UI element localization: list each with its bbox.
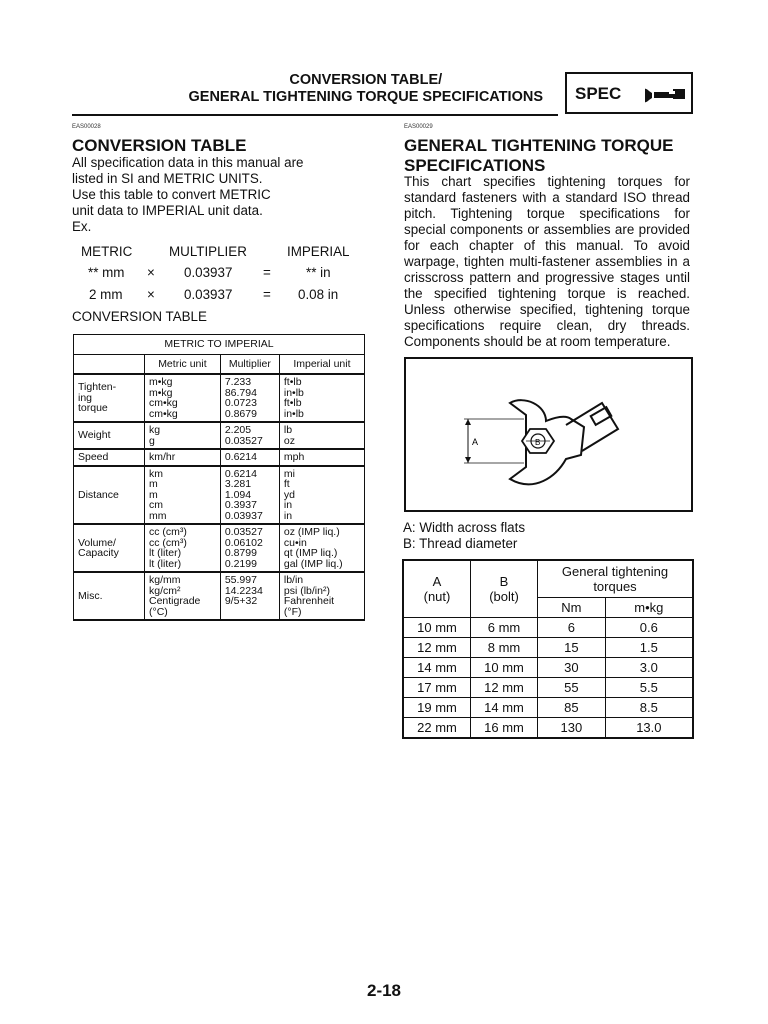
header-rule: [72, 114, 558, 116]
conversion-value: cm: [149, 499, 163, 511]
conversion-value: lb/in: [283, 574, 304, 586]
conversion-value: in: [283, 509, 293, 522]
torque-cell: 13.0: [605, 718, 693, 739]
intro-line: Ex.: [72, 219, 92, 234]
conversion-value: cc (cm³): [149, 526, 187, 538]
conversion-table: [73, 334, 365, 621]
conversion-cell: [145, 374, 221, 422]
category-cell: [74, 449, 145, 466]
category-cell: [74, 422, 145, 449]
conversion-value: mi: [283, 467, 295, 480]
category-line: Misc.: [78, 589, 103, 602]
torque-cell: 16 mm: [471, 718, 538, 739]
torque-cell: 5.5: [605, 678, 693, 698]
intro-line: Use this table to convert METRIC: [72, 187, 271, 202]
legend-item: A: Width across flats: [403, 520, 526, 535]
conversion-value: cm•kg: [149, 397, 178, 409]
conversion-value: in: [283, 499, 293, 511]
example-cell: 2 mm: [89, 287, 123, 302]
torque-row: [403, 698, 693, 718]
torque-header-a: [403, 560, 471, 618]
page-number: 2-18: [366, 981, 402, 1000]
conversion-value: kg: [149, 424, 161, 436]
torque-cell: 8 mm: [471, 638, 538, 658]
conversion-group-row: [74, 466, 365, 525]
spec-label: SPEC: [575, 84, 622, 103]
intro-line: unit data to IMPERIAL unit data.: [72, 203, 263, 218]
conversion-cell: [220, 466, 279, 525]
conversion-value: 0.03937: [224, 509, 263, 522]
torque-cell: 15: [538, 638, 606, 658]
torque-cell: 14 mm: [471, 698, 538, 718]
conversion-value: 7.233: [224, 376, 252, 388]
heading-line: SPECIFICATIONS: [404, 156, 546, 175]
torque-cell: 19 mm: [403, 698, 471, 718]
conversion-value: 14.2234: [224, 584, 263, 597]
conversion-group-row: [74, 524, 365, 572]
intro-line: All specification data in this manual are: [72, 155, 304, 170]
example-cell: =: [263, 265, 271, 280]
label-a: A: [472, 437, 479, 447]
conversion-value: kg/mm: [149, 574, 181, 586]
header-title-line2: GENERAL TIGHTENING TORQUE SPECIFICATIONS: [188, 89, 543, 105]
example-header: MULTIPLIER: [169, 244, 247, 259]
conversion-cell: [220, 449, 279, 466]
conversion-cell: [220, 524, 279, 572]
conversion-value: m•kg: [149, 386, 173, 399]
intro-text: [72, 155, 362, 235]
conversion-value: ft: [283, 478, 290, 490]
example-cell: 0.08 in: [298, 287, 339, 302]
conversion-value: Fahrenheit: [283, 595, 335, 607]
conversion-cell: [145, 572, 221, 620]
category-line: Weight: [78, 429, 111, 442]
conversion-value: m: [149, 488, 158, 501]
torque-cell: 12 mm: [403, 638, 471, 658]
torque-cell: 10 mm: [403, 618, 471, 638]
torque-cell: 6 mm: [471, 618, 538, 638]
conversion-cell: [220, 572, 279, 620]
conversion-value: gal (IMP liq.): [283, 557, 343, 570]
torque-header-b: [471, 560, 538, 618]
category-line: Volume/: [78, 536, 116, 549]
conversion-value: ft•lb: [283, 397, 302, 409]
conversion-cell: [145, 422, 221, 449]
conversion-value: 9/5+32: [224, 595, 258, 607]
conversion-value: yd: [283, 488, 295, 501]
section-heading: CONVERSION TABLE: [72, 136, 247, 155]
section-heading: [404, 136, 674, 176]
category-line: Tighten-: [78, 381, 117, 394]
conversion-value: 0.06102: [224, 536, 263, 549]
torque-cell: 130: [538, 718, 606, 739]
conversion-value: 1.094: [224, 488, 252, 501]
conversion-value: 0.8679: [224, 407, 257, 420]
legend-item: B: Thread diameter: [403, 536, 518, 551]
table-header-cell: [74, 354, 145, 374]
wrench-figure: [404, 357, 693, 512]
conversion-value: g: [149, 434, 155, 447]
spec-badge: [565, 72, 693, 114]
torque-cell: 30: [538, 658, 606, 678]
torque-table: [402, 559, 694, 739]
torque-cell: 14 mm: [403, 658, 471, 678]
conversion-cell: [279, 374, 364, 422]
example-header: METRIC: [81, 244, 133, 259]
example-cell: ×: [147, 287, 155, 302]
conversion-cell: [145, 524, 221, 572]
example-header: IMPERIAL: [287, 244, 350, 259]
conversion-value: lt (liter): [149, 557, 182, 570]
conversion-cell: [220, 374, 279, 422]
torque-cell: 8.5: [605, 698, 693, 718]
conversion-value: 0.8799: [224, 547, 257, 559]
page-header-title: [189, 72, 543, 106]
torque-cell: 85: [538, 698, 606, 718]
wrench-icon: [645, 82, 689, 108]
conversion-value: 0.0723: [224, 397, 257, 409]
intro-line: listed in SI and METRIC UNITS.: [72, 171, 263, 186]
conversion-value: psi (lb/in²): [283, 584, 330, 597]
conversion-value: 86.794: [224, 386, 257, 399]
table-header-cell: Multiplier: [220, 354, 279, 374]
torque-cell: 55: [538, 678, 606, 698]
conversion-value: m: [149, 478, 158, 490]
unit-header: m•kg: [605, 598, 693, 618]
category-line: Capacity: [78, 547, 119, 559]
header-text: (nut): [423, 589, 451, 604]
conversion-value: 0.2199: [224, 557, 257, 570]
category-cell: [74, 572, 145, 620]
conversion-cell: [145, 449, 221, 466]
table-caption: CONVERSION TABLE: [72, 309, 207, 324]
category-line: Speed: [78, 451, 109, 463]
torque-cell: 17 mm: [403, 678, 471, 698]
example-cell: 0.03937: [184, 287, 233, 302]
torque-cell: 3.0: [605, 658, 693, 678]
torque-row: [403, 658, 693, 678]
conversion-value: lt (liter): [149, 547, 182, 559]
conversion-cell: [279, 466, 364, 525]
conversion-value: ft•lb: [283, 376, 302, 388]
conversion-value: oz (IMP liq.): [283, 526, 340, 538]
wrench-diagram: [406, 359, 691, 510]
category-cell: [74, 524, 145, 572]
conversion-value: 0.3937: [224, 499, 257, 511]
header-title-line1: CONVERSION TABLE/: [289, 72, 443, 88]
label-b: B: [535, 438, 541, 447]
category-cell: [74, 374, 145, 422]
example-cell: 0.03937: [184, 265, 233, 280]
conversion-value: kg/cm²: [149, 584, 181, 597]
conversion-cell: [145, 466, 221, 525]
conversion-value: in•lb: [283, 386, 304, 399]
conversion-table-title: METRIC TO IMPERIAL: [74, 335, 365, 355]
torque-cell: 10 mm: [471, 658, 538, 678]
conversion-value: in•lb: [283, 407, 304, 420]
torque-cell: 1.5: [605, 638, 693, 658]
example-cell: =: [263, 287, 271, 302]
example-cell: ** in: [306, 265, 331, 280]
unit-header: Nm: [538, 598, 606, 618]
conversion-value: 0.6214: [224, 467, 257, 480]
example-cell: ×: [147, 265, 155, 280]
figure-legend: [403, 520, 525, 552]
conversion-value: km/hr: [149, 451, 176, 463]
conversion-value: 55.997: [224, 574, 257, 586]
torque-row: [403, 618, 693, 638]
category-cell: [74, 466, 145, 525]
conversion-value: km: [149, 467, 163, 480]
torque-cell: 22 mm: [403, 718, 471, 739]
torque-row: [403, 678, 693, 698]
conversion-value: cc (cm³): [149, 536, 187, 549]
header-text: (bolt): [489, 589, 519, 604]
conversion-value: 0.03527: [224, 526, 263, 538]
section-code: EAS00028: [72, 124, 101, 130]
header-text: A: [432, 574, 442, 589]
conversion-value: qt (IMP liq.): [283, 547, 338, 559]
conversion-value: cu•in: [283, 536, 307, 549]
torque-paragraph: This chart specifies tightening torques for standard fasteners with a standard ISO thread pitch. Tightening torque specifications for special components or assemblies are provided for each chapter of this manual. To avoid warpage, tighten multi-fastener assemblies in a crisscross pattern and progressive stages until the specified tightening torque is reached. Unless otherwise specified, tightening torque specifications require clean, dry threads. Components should be at room temperature.: [404, 174, 690, 349]
conversion-cell: [279, 449, 364, 466]
table-header-cell: Imperial unit: [279, 354, 364, 374]
conversion-cell: [279, 572, 364, 620]
conversion-cell: [279, 422, 364, 449]
conversion-cell: [279, 524, 364, 572]
torque-cell: 6: [538, 618, 606, 638]
conversion-value: 2.205: [224, 424, 252, 436]
conversion-group-row: [74, 422, 365, 449]
example-cell: ** mm: [88, 265, 125, 280]
section-code: EAS00029: [404, 124, 433, 130]
conversion-value: 0.03527: [224, 434, 263, 447]
conversion-value: lb: [283, 424, 293, 436]
conversion-value: (°F): [283, 605, 302, 618]
conversion-value: Centigrade: [149, 595, 201, 607]
conversion-value: mph: [283, 451, 305, 463]
conversion-value: m•kg: [149, 376, 173, 388]
category-line: Distance: [78, 488, 119, 501]
torque-row: [403, 718, 693, 739]
conversion-value: cm•kg: [149, 407, 178, 420]
category-line: ing: [78, 391, 93, 404]
conversion-value: 3.281: [224, 478, 252, 490]
torque-group-header: General tightening torques: [538, 560, 694, 598]
conversion-cell: [220, 422, 279, 449]
heading-line: GENERAL TIGHTENING TORQUE: [404, 136, 674, 155]
conversion-value: 0.6214: [224, 451, 257, 463]
header-text: B: [499, 574, 509, 589]
conversion-value: oz: [283, 434, 295, 447]
torque-cell: 0.6: [605, 618, 693, 638]
table-header-cell: Metric unit: [145, 354, 221, 374]
category-line: torque: [78, 402, 108, 415]
conversion-group-row: [74, 374, 365, 422]
torque-row: [403, 638, 693, 658]
conversion-group-row: [74, 449, 365, 466]
conversion-value: (°C): [149, 605, 168, 618]
torque-cell: 12 mm: [471, 678, 538, 698]
conversion-value: mm: [149, 509, 167, 522]
conversion-group-row: [74, 572, 365, 620]
